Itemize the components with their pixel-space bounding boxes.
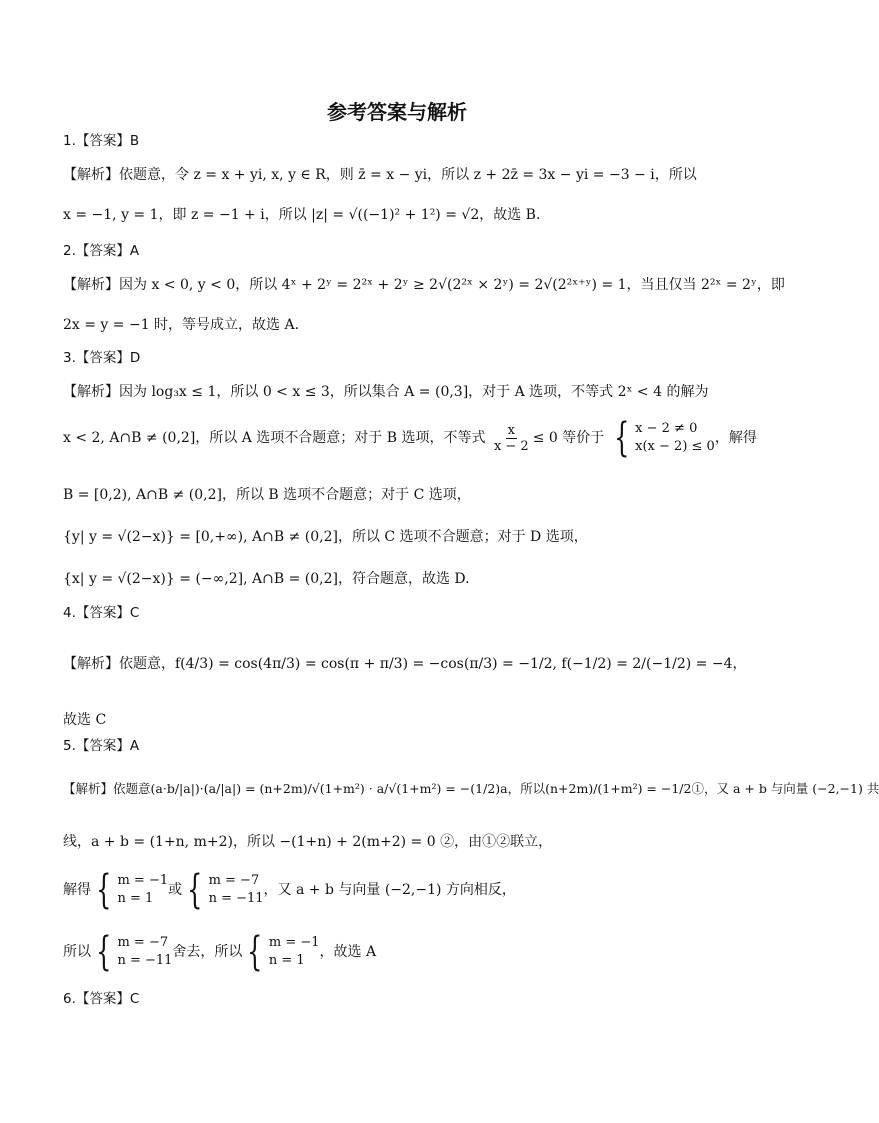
q3-system: { x − 2 ≠ 0 x(x − 2) ≤ 0 [613, 415, 715, 461]
q3-analysis-text2a: x < 2, A∩B ≠ (0,2]，所以 A 选项不合题意；对于 B 选项，不等式 [63, 430, 486, 446]
q5-sys1-row2: n = 1 [117, 891, 154, 906]
q3-answer: D [129, 350, 141, 366]
analysis-label: 【解析】 [63, 384, 119, 400]
q5-system-1: { m = −1 n = 1 [96, 867, 169, 913]
q5-text3c: ，又 a + b 与向量 (−2,−1) 方向相反， [263, 882, 516, 898]
q5-analysis-line3 [63, 867, 754, 913]
q3-fraction [492, 423, 531, 454]
q5-sys3-row1: m = −7 [117, 935, 169, 950]
analysis-label: 【解析】 [63, 167, 119, 183]
q3-analysis-line1 [63, 383, 754, 401]
q1-number: 1. [63, 133, 76, 149]
q2-number: 2. [63, 243, 76, 259]
q5-system-3: { m = −7 n = −11 [96, 929, 173, 975]
q5-text3b: 或 [168, 882, 183, 898]
answer-label: 【答案】 [75, 605, 130, 621]
q4-answer: C [129, 605, 140, 621]
q5-text4b: 舍去，所以 [172, 944, 243, 960]
q3-frac-numerator: x [507, 422, 515, 438]
q4-analysis-line2 [63, 711, 754, 729]
analysis-label: 【解析】 [63, 277, 119, 293]
q3-analysis-text4: {y| y = √(2−x)} = [0,+∞), A∩B ≠ (0,2]，所以 C 选项不合题意；对于 D 选项， [63, 529, 588, 545]
q3-system-row2: x(x − 2) ≤ 0 [635, 439, 715, 454]
q5-text3a: 解得 [63, 882, 91, 898]
q2-answer: A [129, 243, 140, 259]
answer-label: 【答案】 [75, 133, 130, 149]
q5-answer: A [129, 738, 140, 754]
q1-analysis-text2: x = −1, y = 1，即 z = −1 + i，所以 |z| = √((−1)² + 1²) = √2，故选 B. [63, 207, 541, 223]
q5-system-4: { m = −1 n = 1 [247, 929, 320, 975]
q5-answer-line [63, 737, 754, 755]
q5-text2: 线，a + b = (1+n, m+2)，所以 −(1+n) + 2(m+2) = 0 ②，由①②联立， [63, 834, 553, 850]
q1-analysis-line2 [63, 206, 754, 224]
q5-sys2-row1: m = −7 [208, 873, 260, 888]
q4-expression: f(4/3) = cos(4π/3) = cos(π + π/3) = −cos(π/3) = −1/2, f(−1/2) = 2/(−1/2) = −4 [175, 656, 733, 672]
q5-sys3-row2: n = −11 [117, 953, 173, 968]
q1-analysis-line1 [63, 166, 754, 184]
q3-analysis-text3: B = [0,2), A∩B ≠ (0,2]，所以 B 选项不合题意；对于 C 选项， [63, 487, 471, 503]
q4-number: 4. [63, 605, 76, 621]
q1-answer-line [63, 132, 754, 150]
q1-analysis-text1: 依题意，令 z = x + yi, x, y ∈ R，则 z̄ = x − yi，所以 z + 2z̄ = 3x − yi = −3 − i，所以 [119, 167, 697, 183]
q3-analysis-text1: 因为 log₃x ≤ 1，所以 0 < x ≤ 3，所以集合 A = (0,3]，对于 A 选项，不等式 2ˣ < 4 的解为 [119, 384, 709, 400]
q5-sys2-row2: n = −11 [208, 891, 264, 906]
q5-number: 5. [63, 738, 76, 754]
q5-text1b: ，所以 [507, 781, 546, 796]
q2-analysis-line1 [63, 276, 785, 294]
q3-analysis-line2 [63, 415, 757, 461]
q3-analysis-text5: {x| y = √(2−x)} = (−∞,2], A∩B = (0,2]，符合题意，故选 D. [63, 571, 470, 587]
q2-analysis-text1: 因为 x < 0, y < 0，所以 4ˣ + 2ʸ = 2²ˣ + 2ʸ ≥ 2√(2²ˣ × 2ʸ) = 2√(2²ˣ⁺ʸ) = 1，当且仅当 2²ˣ = 2ʸ，即 [119, 277, 785, 293]
q1-answer: B [129, 133, 140, 149]
q4-analysis-text2: 故选 C [63, 712, 107, 728]
q5-analysis-line1 [63, 780, 879, 798]
answer-label: 【答案】 [75, 738, 130, 754]
q4-pre: 依题意， [119, 656, 175, 672]
q2-answer-line [63, 242, 754, 260]
q3-answer-line [63, 349, 754, 367]
q3-analysis-text2c: ，解得 [714, 430, 757, 446]
q6-number: 6. [63, 991, 76, 1007]
q3-number: 3. [63, 350, 76, 366]
answer-label: 【答案】 [75, 991, 130, 1007]
answer-label: 【答案】 [75, 243, 130, 259]
q5-sys4-row1: m = −1 [268, 935, 320, 950]
q5-analysis-line4 [63, 929, 754, 975]
q3-frac-denominator: x − 2 [493, 438, 529, 454]
page-title: 参考答案与解析 [327, 100, 467, 124]
q6-answer: C [129, 991, 140, 1007]
q4-analysis-line1 [63, 655, 754, 673]
q5-text1c: ①，又 a + b 与向量 (−2,−1) 共 [691, 781, 879, 796]
q4-answer-line [63, 604, 754, 622]
analysis-label: 【解析】 [63, 656, 119, 672]
q4-post: ， [732, 656, 747, 672]
q2-analysis-text2: 2x = y = −1 时，等号成立，故选 A. [63, 317, 300, 333]
q6-answer-line [63, 990, 754, 1008]
q2-analysis-line2 [63, 316, 754, 334]
q5-text4a: 所以 [63, 944, 91, 960]
q5-sys4-row2: n = 1 [268, 953, 305, 968]
q5-text1a: 依题意 [113, 781, 151, 796]
q5-expression2: (n+2m)/(1+m²) = −1/2 [545, 781, 692, 796]
q3-analysis-line5 [63, 570, 754, 588]
q5-analysis-line2 [63, 833, 754, 851]
q3-analysis-line4 [63, 528, 754, 546]
analysis-label: 【解析】 [63, 781, 114, 796]
q3-system-row1: x − 2 ≠ 0 [635, 421, 698, 436]
q5-sys1-row1: m = −1 [117, 873, 169, 888]
q3-analysis-line3 [63, 486, 754, 504]
q5-system-2: { m = −7 n = −11 [187, 867, 264, 913]
q3-analysis-text2b: ≤ 0 等价于 [532, 430, 605, 446]
answer-label: 【答案】 [75, 350, 130, 366]
q5-expression1: (a·b/|a|)·(a/|a|) = (n+2m)/√(1+m²) · a/√(1+m²) = −(1/2)a [150, 781, 508, 796]
q5-text4c: ，故选 A [319, 944, 377, 960]
